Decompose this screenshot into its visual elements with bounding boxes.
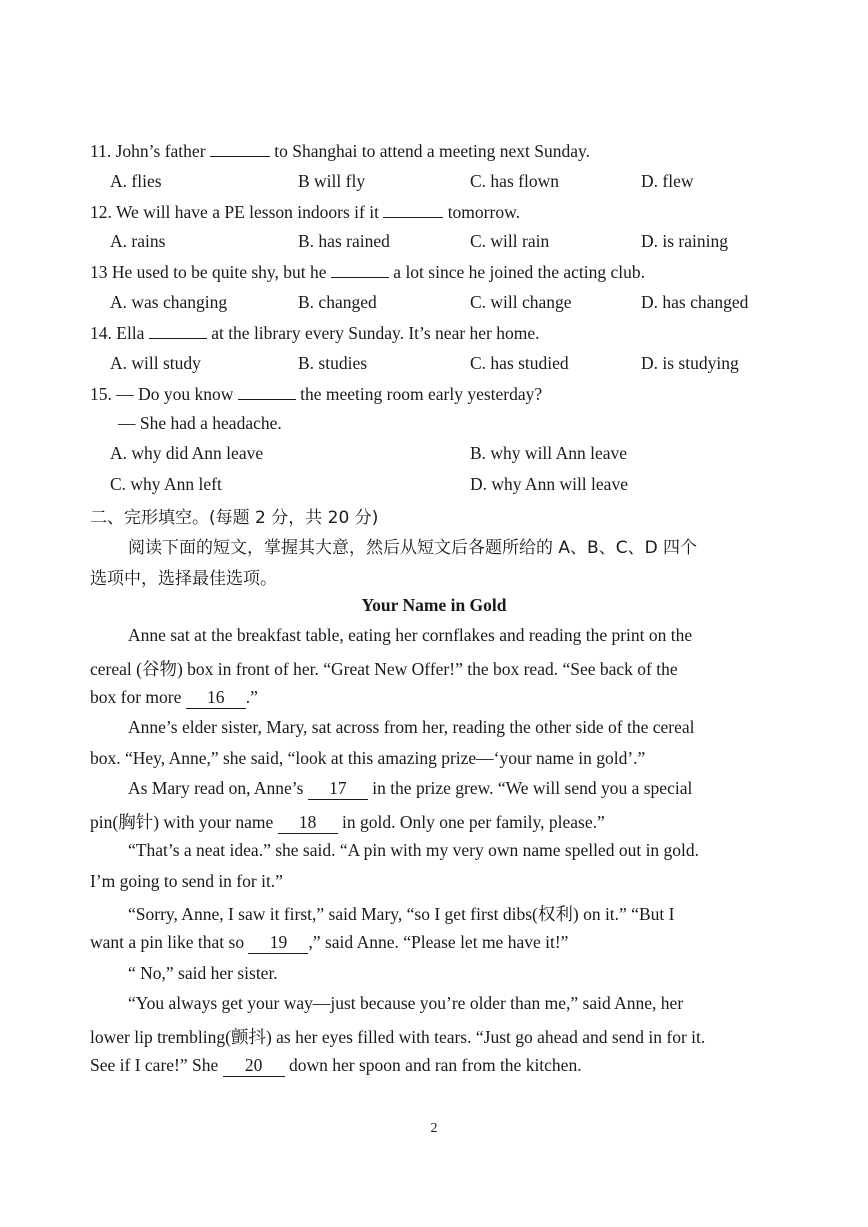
passage-line: box. “Hey, Anne,” she said, “look at this amazing prize—‘your name in gold’.” — [90, 748, 646, 768]
question-text: — Do you know — [116, 384, 234, 404]
passage-line: I’m going to send in for it.” — [90, 871, 283, 891]
question-11 — [90, 140, 590, 162]
passage-text: in the prize grew. “We will send you a special — [372, 778, 693, 798]
page-number: 2 — [430, 1121, 438, 1136]
question-text: at the library every Sunday. It’s near her home. — [211, 323, 540, 343]
question-text: We will have a PE lesson indoors if it — [115, 202, 379, 222]
passage-line: lower lip trembling(颤抖) as her eyes filled with tears. “Just go ahead and send in for it. — [90, 1027, 706, 1047]
option-d[interactable]: D. flew — [641, 171, 694, 191]
passage-line: cereal (谷物) box in front of her. “Great New Offer!” the box read. “See back of the — [90, 659, 678, 679]
option-c[interactable]: C. has studied — [470, 353, 569, 373]
question-text: John’s father — [115, 141, 206, 161]
section-heading: 二、完形填空。(每题 2 分，共 20 分) — [90, 508, 379, 528]
question-text: to Shanghai to attend a meeting next Sunday. — [274, 141, 591, 161]
passage-line — [90, 687, 258, 709]
option-a[interactable]: A. will study — [110, 353, 201, 373]
answer-blank[interactable] — [383, 201, 443, 218]
passage-text: in gold. Only one per family, please.” — [341, 812, 605, 832]
passage-line: “That’s a neat idea.” she said. “A pin with my very own name spelled out in gold. — [128, 840, 700, 860]
option-d[interactable]: D. is studying — [641, 353, 739, 373]
blank-18[interactable]: 18 — [278, 812, 338, 834]
passage-line — [90, 1055, 582, 1077]
option-c[interactable]: C. will change — [470, 292, 572, 312]
blank-16[interactable]: 16 — [186, 687, 246, 709]
option-b[interactable]: B. why will Ann leave — [470, 443, 627, 463]
blank-20[interactable]: 20 — [223, 1055, 285, 1077]
question-14 — [90, 322, 540, 344]
blank-17[interactable]: 17 — [308, 778, 368, 800]
answer-blank[interactable] — [238, 383, 296, 400]
passage-text: want a pin like that so — [90, 932, 245, 952]
option-a[interactable]: A. why did Ann leave — [110, 443, 264, 463]
passage-line — [128, 778, 692, 800]
question-text: tomorrow. — [447, 202, 520, 222]
option-b[interactable]: B will fly — [298, 171, 366, 191]
section-instruction: 阅读下面的短文，掌握其大意，然后从短文后各题所给的 A、B、C、D 四个 — [128, 538, 698, 558]
dialogue-reply: — She had a headache. — [118, 413, 282, 433]
option-d[interactable]: D. is raining — [641, 231, 729, 251]
option-b[interactable]: B. changed — [298, 292, 377, 312]
passage-line: “You always get your way—just because you’re older than me,” said Anne, her — [128, 993, 684, 1013]
option-b[interactable]: B. has rained — [298, 231, 390, 251]
passage-text: See if I care!” She — [90, 1055, 219, 1075]
question-number: 14. — [90, 323, 112, 343]
question-text: the meeting room early yesterday? — [300, 384, 543, 404]
question-15 — [90, 383, 542, 405]
option-a[interactable]: A. flies — [110, 171, 162, 191]
passage-line: Anne’s elder sister, Mary, sat across from her, reading the other side of the cereal — [128, 717, 695, 737]
passage-title: Your Name in Gold — [361, 595, 507, 615]
passage-line: “Sorry, Anne, I saw it first,” said Mary, “so I get first dibs(权利) on it.” “But I — [128, 904, 675, 924]
question-number: 15. — [90, 384, 112, 404]
option-c[interactable]: C. has flown — [470, 171, 559, 191]
option-a[interactable]: A. was changing — [110, 292, 228, 312]
passage-text: As Mary read on, Anne’s — [128, 778, 304, 798]
question-text: a lot since he joined the acting club. — [393, 262, 646, 282]
answer-blank[interactable] — [149, 322, 207, 339]
option-a[interactable]: A. rains — [110, 231, 166, 251]
question-12 — [90, 201, 520, 223]
blank-19[interactable]: 19 — [248, 932, 308, 954]
question-text: He used to be quite shy, but he — [111, 262, 327, 282]
section-instruction: 选项中，选择最佳选项。 — [90, 569, 277, 589]
passage-line: “ No,” said her sister. — [128, 963, 278, 983]
passage-line — [90, 932, 568, 954]
option-c[interactable]: C. will rain — [470, 231, 550, 251]
answer-blank[interactable] — [331, 261, 389, 278]
answer-blank[interactable] — [210, 140, 270, 157]
option-c[interactable]: C. why Ann left — [110, 474, 222, 494]
question-number: 11. — [90, 141, 112, 161]
passage-text: box for more — [90, 687, 182, 707]
option-d[interactable]: D. why Ann will leave — [470, 474, 628, 494]
option-b[interactable]: B. studies — [298, 353, 368, 373]
passage-text: ,” said Anne. “Please let me have it!” — [308, 932, 569, 952]
passage-line — [90, 809, 605, 834]
option-d[interactable]: D. has changed — [641, 292, 749, 312]
passage-text: .” — [245, 687, 258, 707]
passage-text: pin(胸针) with your name — [90, 812, 274, 832]
question-text: Ella — [116, 323, 145, 343]
question-13 — [90, 261, 645, 283]
question-number: 13 — [90, 262, 108, 282]
passage-line: Anne sat at the breakfast table, eating her cornflakes and reading the print on the — [128, 625, 693, 645]
question-number: 12. — [90, 202, 112, 222]
passage-text: down her spoon and ran from the kitchen. — [289, 1055, 582, 1075]
